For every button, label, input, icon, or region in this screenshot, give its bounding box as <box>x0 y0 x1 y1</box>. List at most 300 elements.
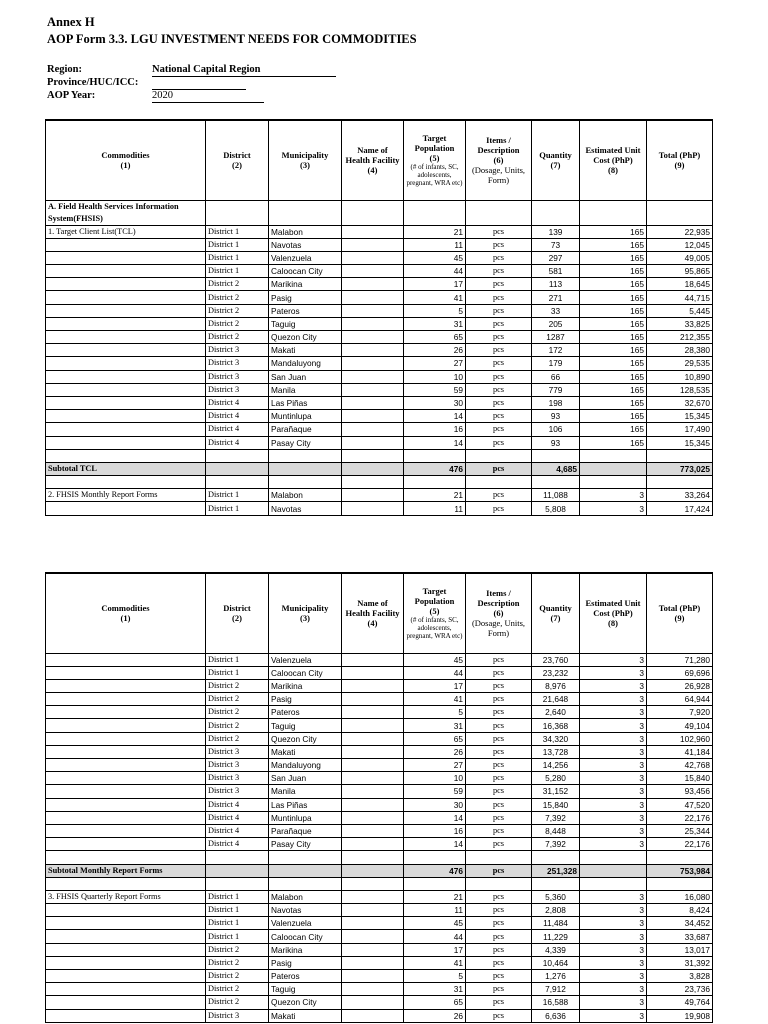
unit-cost-cell: 3 <box>580 904 647 917</box>
target-population-cell: 31 <box>404 317 466 330</box>
district-cell: District 1 <box>206 666 269 679</box>
municipality-cell: Caloocan City <box>269 666 342 679</box>
column-title-target-population: Target Population <box>414 586 455 607</box>
unit-cost-cell: 3 <box>580 719 647 732</box>
subtotal-row <box>46 462 713 475</box>
municipality-cell: Valenzuela <box>269 251 342 264</box>
health-facility-cell <box>342 278 404 291</box>
unit-cost-cell: 3 <box>580 838 647 851</box>
quantity-cell: 205 <box>532 317 580 330</box>
column-title-health-facility: Name of Health Facility <box>345 598 400 619</box>
target-population-cell: 10 <box>404 370 466 383</box>
table-row <box>46 811 713 824</box>
table-row <box>46 917 713 930</box>
unit-cost-cell: 3 <box>580 653 647 666</box>
commodity-cell <box>46 930 206 943</box>
target-population-cell: 16 <box>404 423 466 436</box>
column-number-items-description: (6) <box>493 608 504 619</box>
table-row <box>46 693 713 706</box>
unit-cell: pcs <box>466 666 532 679</box>
municipality-cell: Marikina <box>269 278 342 291</box>
unit-cell: pcs <box>466 291 532 304</box>
target-population-cell: 5 <box>404 304 466 317</box>
unit-cost-cell: 3 <box>580 970 647 983</box>
unit-cell: pcs <box>466 693 532 706</box>
quantity-cell: 198 <box>532 396 580 409</box>
commodity-cell <box>46 396 206 409</box>
quantity-cell: 106 <box>532 423 580 436</box>
district-cell: District 2 <box>206 706 269 719</box>
commodity-cell <box>46 410 206 423</box>
total-cell: 7,920 <box>647 706 713 719</box>
municipality-cell: Las Piñas <box>269 396 342 409</box>
empty-cell <box>466 476 532 489</box>
column-number-target-population: (5) <box>429 153 440 164</box>
municipality-cell: Las Piñas <box>269 798 342 811</box>
table-row <box>46 970 713 983</box>
district-cell: District 2 <box>206 732 269 745</box>
table-row <box>46 785 713 798</box>
unit-cell: pcs <box>466 489 532 502</box>
district-cell: District 2 <box>206 693 269 706</box>
empty-cell <box>532 476 580 489</box>
column-title-target-population: Target Population <box>414 133 455 154</box>
unit-cost-cell: 3 <box>580 759 647 772</box>
unit-cost-cell: 3 <box>580 824 647 837</box>
annex-label: Annex H <box>47 15 95 29</box>
table-row <box>46 265 713 278</box>
health-facility-cell <box>342 251 404 264</box>
health-facility-cell <box>342 693 404 706</box>
unit-cell: pcs <box>466 811 532 824</box>
total-cell: 34,452 <box>647 917 713 930</box>
column-number-unit-cost: (8) <box>608 618 618 629</box>
total-cell: 44,715 <box>647 291 713 304</box>
district-cell: District 3 <box>206 785 269 798</box>
target-population-cell: 65 <box>404 331 466 344</box>
target-population-cell: 17 <box>404 679 466 692</box>
district-cell: District 4 <box>206 811 269 824</box>
quantity-cell: 13,728 <box>532 745 580 758</box>
total-cell: 28,380 <box>647 344 713 357</box>
document-header <box>47 14 417 48</box>
unit-cell: pcs <box>466 383 532 396</box>
unit-cell: pcs <box>466 943 532 956</box>
commodity-cell <box>46 983 206 996</box>
total-cell: 102,960 <box>647 732 713 745</box>
health-facility-cell <box>342 666 404 679</box>
column-number-municipality: (3) <box>300 160 310 171</box>
unit-cell: pcs <box>466 904 532 917</box>
commodity-cell <box>46 291 206 304</box>
unit-cell: pcs <box>466 370 532 383</box>
column-subtitle-target-population: (# of infants, SC, adolescents, pregnant, WRA etc) <box>406 616 463 641</box>
district-cell: District 2 <box>206 956 269 969</box>
health-facility-cell <box>342 943 404 956</box>
unit-cell: pcs <box>466 970 532 983</box>
empty-cell <box>404 851 466 864</box>
health-facility-cell <box>342 970 404 983</box>
target-population-cell: 31 <box>404 719 466 732</box>
commodity-cell <box>46 943 206 956</box>
municipality-cell: Parañaque <box>269 423 342 436</box>
target-population-cell: 21 <box>404 489 466 502</box>
total-cell: 31,392 <box>647 956 713 969</box>
column-header-municipality <box>269 573 342 653</box>
target-population-cell: 10 <box>404 772 466 785</box>
quantity-cell: 8,976 <box>532 679 580 692</box>
total-cell: 10,890 <box>647 370 713 383</box>
district-cell: District 1 <box>206 890 269 903</box>
municipality-cell: Malabon <box>269 489 342 502</box>
column-header-target-population <box>404 573 466 653</box>
unit-cost-cell: 165 <box>580 410 647 423</box>
quantity-cell: 2,640 <box>532 706 580 719</box>
municipality-cell: Pasig <box>269 956 342 969</box>
section-row <box>46 200 713 225</box>
commodity-cell <box>46 1009 206 1022</box>
table-row <box>46 772 713 785</box>
unit-cost-cell: 165 <box>580 225 647 238</box>
district-cell: District 3 <box>206 344 269 357</box>
target-population-cell: 26 <box>404 745 466 758</box>
unit-cost-cell: 165 <box>580 278 647 291</box>
unit-cost-cell: 3 <box>580 666 647 679</box>
unit-cell: pcs <box>466 956 532 969</box>
unit-cost-cell: 3 <box>580 785 647 798</box>
municipality-cell: Pasig <box>269 291 342 304</box>
target-population-cell: 30 <box>404 396 466 409</box>
empty-cell <box>580 449 647 462</box>
empty-cell <box>206 200 269 225</box>
quantity-cell: 11,229 <box>532 930 580 943</box>
column-header-commodities <box>46 573 206 653</box>
health-facility-cell <box>342 996 404 1009</box>
target-population-cell: 30 <box>404 798 466 811</box>
district-cell: District 3 <box>206 745 269 758</box>
column-subtitle-items-description: (Dosage, Units, Form) <box>471 165 526 186</box>
health-facility-cell <box>342 732 404 745</box>
quantity-cell: 581 <box>532 265 580 278</box>
health-facility-cell <box>342 265 404 278</box>
quantity-cell: 31,152 <box>532 785 580 798</box>
quantity-cell: 21,648 <box>532 693 580 706</box>
empty-cell <box>342 864 404 877</box>
column-title-district: District <box>223 603 251 614</box>
quantity-cell: 23,232 <box>532 666 580 679</box>
district-cell: District 1 <box>206 904 269 917</box>
commodity-cell <box>46 238 206 251</box>
municipality-cell: Pasay City <box>269 436 342 449</box>
empty-cell <box>269 200 342 225</box>
health-facility-cell <box>342 502 404 515</box>
quantity-cell: 34,320 <box>532 732 580 745</box>
municipality-cell: San Juan <box>269 370 342 383</box>
column-number-total: (9) <box>674 160 685 171</box>
column-title-unit-cost: Estimated Unit Cost (PhP) <box>585 145 641 166</box>
municipality-cell: Manila <box>269 383 342 396</box>
commodity-cell <box>46 970 206 983</box>
column-header-target-population <box>404 120 466 200</box>
unit-cell: pcs <box>466 679 532 692</box>
unit-cost-cell: 3 <box>580 917 647 930</box>
table-row <box>46 1009 713 1022</box>
municipality-cell: Navotas <box>269 904 342 917</box>
column-subtitle-items-description: (Dosage, Units, Form) <box>471 618 526 639</box>
quantity-cell: 1,276 <box>532 970 580 983</box>
commodity-cell <box>46 436 206 449</box>
empty-cell <box>206 449 269 462</box>
unit-cost-cell: 3 <box>580 798 647 811</box>
commodity-cell <box>46 423 206 436</box>
target-population-cell: 11 <box>404 502 466 515</box>
district-cell: District 3 <box>206 1009 269 1022</box>
target-population-cell: 14 <box>404 811 466 824</box>
unit-cost-cell: 3 <box>580 706 647 719</box>
empty-cell <box>206 864 269 877</box>
column-number-commodities: (1) <box>120 160 131 171</box>
quantity-cell: 73 <box>532 238 580 251</box>
commodity-cell <box>46 693 206 706</box>
district-cell: District 3 <box>206 383 269 396</box>
quantity-cell: 5,280 <box>532 772 580 785</box>
target-population-cell: 21 <box>404 890 466 903</box>
target-population-cell: 27 <box>404 759 466 772</box>
subtotal-total: 773,025 <box>647 462 713 475</box>
table-row <box>46 317 713 330</box>
table-row <box>46 732 713 745</box>
unit-cost-cell: 165 <box>580 423 647 436</box>
health-facility-cell <box>342 719 404 732</box>
total-cell: 33,687 <box>647 930 713 943</box>
quantity-cell: 297 <box>532 251 580 264</box>
district-cell: District 2 <box>206 291 269 304</box>
district-cell: District 3 <box>206 772 269 785</box>
district-cell: District 1 <box>206 917 269 930</box>
unit-cost-cell: 3 <box>580 930 647 943</box>
district-cell: District 4 <box>206 423 269 436</box>
district-cell: District 2 <box>206 304 269 317</box>
unit-cell: pcs <box>466 225 532 238</box>
municipality-cell: Marikina <box>269 943 342 956</box>
column-number-items-description: (6) <box>493 155 504 166</box>
table-row <box>46 745 713 758</box>
empty-cell <box>647 476 713 489</box>
unit-cost-cell: 165 <box>580 238 647 251</box>
district-cell: District 1 <box>206 265 269 278</box>
unit-cost-cell: 165 <box>580 357 647 370</box>
total-cell: 32,670 <box>647 396 713 409</box>
target-population-cell: 11 <box>404 904 466 917</box>
total-cell: 16,080 <box>647 890 713 903</box>
subtotal-row <box>46 864 713 877</box>
quantity-cell: 172 <box>532 344 580 357</box>
quantity-cell: 8,448 <box>532 824 580 837</box>
health-facility-cell <box>342 706 404 719</box>
commodity-cell <box>46 956 206 969</box>
quantity-cell: 66 <box>532 370 580 383</box>
empty-cell <box>342 851 404 864</box>
region-label: Region: <box>47 64 82 75</box>
commodity-cell <box>46 798 206 811</box>
blank-row <box>46 476 713 489</box>
table-row <box>46 706 713 719</box>
district-cell: District 4 <box>206 838 269 851</box>
health-facility-cell <box>342 956 404 969</box>
total-cell: 33,264 <box>647 489 713 502</box>
unit-cell: pcs <box>466 890 532 903</box>
target-population-cell: 59 <box>404 383 466 396</box>
health-facility-cell <box>342 772 404 785</box>
column-title-total: Total (PhP) <box>658 603 701 614</box>
quantity-cell: 16,588 <box>532 996 580 1009</box>
health-facility-cell <box>342 291 404 304</box>
table-row <box>46 759 713 772</box>
column-header-unit-cost <box>580 573 647 653</box>
district-cell: District 1 <box>206 225 269 238</box>
district-cell: District 2 <box>206 679 269 692</box>
commodity-cell <box>46 502 206 515</box>
empty-cell <box>46 476 206 489</box>
column-number-unit-cost: (8) <box>608 165 618 176</box>
unit-cell: pcs <box>466 824 532 837</box>
commodity-cell <box>46 824 206 837</box>
unit-cell: pcs <box>466 745 532 758</box>
district-cell: District 3 <box>206 370 269 383</box>
total-cell: 15,345 <box>647 410 713 423</box>
health-facility-cell <box>342 1009 404 1022</box>
quantity-cell: 23,760 <box>532 653 580 666</box>
empty-cell <box>269 462 342 475</box>
commodity-cell <box>46 265 206 278</box>
municipality-cell: Taguig <box>269 983 342 996</box>
quantity-cell: 779 <box>532 383 580 396</box>
target-population-cell: 41 <box>404 693 466 706</box>
municipality-cell: Taguig <box>269 317 342 330</box>
district-cell: District 1 <box>206 489 269 502</box>
total-cell: 25,344 <box>647 824 713 837</box>
commodity-cell <box>46 317 206 330</box>
district-cell: District 4 <box>206 396 269 409</box>
commodity-cell <box>46 304 206 317</box>
quantity-cell: 7,392 <box>532 838 580 851</box>
unit-cost-cell: 165 <box>580 344 647 357</box>
unit-cost-cell: 165 <box>580 317 647 330</box>
column-title-items-description: Items / Description <box>477 588 520 609</box>
form-title: AOP Form 3.3. LGU INVESTMENT NEEDS FOR COMMODITIES <box>47 32 417 46</box>
unit-cell: pcs <box>466 331 532 344</box>
unit-cost-cell: 3 <box>580 745 647 758</box>
quantity-cell: 7,392 <box>532 811 580 824</box>
empty-cell <box>269 864 342 877</box>
quantity-cell: 10,464 <box>532 956 580 969</box>
unit-cost-cell: 165 <box>580 383 647 396</box>
aop-year-value: 2020 <box>152 90 264 103</box>
target-population-cell: 26 <box>404 1009 466 1022</box>
empty-cell <box>466 200 532 225</box>
subtotal-target: 476 <box>404 462 466 475</box>
target-population-cell: 31 <box>404 983 466 996</box>
district-cell: District 2 <box>206 317 269 330</box>
health-facility-cell <box>342 331 404 344</box>
health-facility-cell <box>342 904 404 917</box>
column-title-quantity: Quantity <box>539 150 572 161</box>
table-row <box>46 943 713 956</box>
subtotal-unit: pcs <box>466 462 532 475</box>
empty-cell <box>647 200 713 225</box>
section-title: A. Field Health Services Information System(FHSIS) <box>46 200 206 225</box>
health-facility-cell <box>342 785 404 798</box>
total-cell: 19,908 <box>647 1009 713 1022</box>
total-cell: 64,944 <box>647 693 713 706</box>
column-number-health-facility: (4) <box>367 618 378 629</box>
column-header-unit-cost <box>580 120 647 200</box>
unit-cost-cell: 3 <box>580 890 647 903</box>
unit-cell: pcs <box>466 251 532 264</box>
unit-cost-cell: 165 <box>580 251 647 264</box>
empty-cell <box>342 200 404 225</box>
municipality-cell: Quezon City <box>269 996 342 1009</box>
table-row <box>46 291 713 304</box>
health-facility-cell <box>342 383 404 396</box>
unit-cost-cell: 3 <box>580 956 647 969</box>
district-cell: District 2 <box>206 970 269 983</box>
province-value <box>152 77 246 90</box>
table-row <box>46 278 713 291</box>
table-row <box>46 904 713 917</box>
municipality-cell: Makati <box>269 745 342 758</box>
commodity-cell <box>46 811 206 824</box>
total-cell: 49,104 <box>647 719 713 732</box>
target-population-cell: 65 <box>404 996 466 1009</box>
municipality-cell: Caloocan City <box>269 265 342 278</box>
total-cell: 23,736 <box>647 983 713 996</box>
total-cell: 18,645 <box>647 278 713 291</box>
target-population-cell: 45 <box>404 653 466 666</box>
column-number-health-facility: (4) <box>367 165 378 176</box>
commodity-cell <box>46 759 206 772</box>
column-header-health-facility <box>342 120 404 200</box>
commodity-cell <box>46 706 206 719</box>
district-cell: District 4 <box>206 798 269 811</box>
empty-cell <box>342 476 404 489</box>
column-header-health-facility <box>342 573 404 653</box>
column-number-district: (2) <box>232 160 242 171</box>
total-cell: 69,696 <box>647 666 713 679</box>
blank-row <box>46 877 713 890</box>
aop-year-label: AOP Year: <box>47 90 96 101</box>
table-row <box>46 410 713 423</box>
municipality-cell: San Juan <box>269 772 342 785</box>
empty-cell <box>404 200 466 225</box>
unit-cell: pcs <box>466 317 532 330</box>
municipality-cell: Pasig <box>269 693 342 706</box>
municipality-cell: Pateros <box>269 970 342 983</box>
table-row <box>46 225 713 238</box>
column-title-quantity: Quantity <box>539 603 572 614</box>
column-number-municipality: (3) <box>300 613 310 624</box>
quantity-cell: 11,484 <box>532 917 580 930</box>
empty-cell <box>46 851 206 864</box>
table-row <box>46 798 713 811</box>
column-number-district: (2) <box>232 613 242 624</box>
health-facility-cell <box>342 396 404 409</box>
municipality-cell: Pateros <box>269 706 342 719</box>
column-title-total: Total (PhP) <box>658 150 701 161</box>
column-number-quantity: (7) <box>550 160 561 171</box>
target-population-cell: 65 <box>404 732 466 745</box>
total-cell: 212,355 <box>647 331 713 344</box>
